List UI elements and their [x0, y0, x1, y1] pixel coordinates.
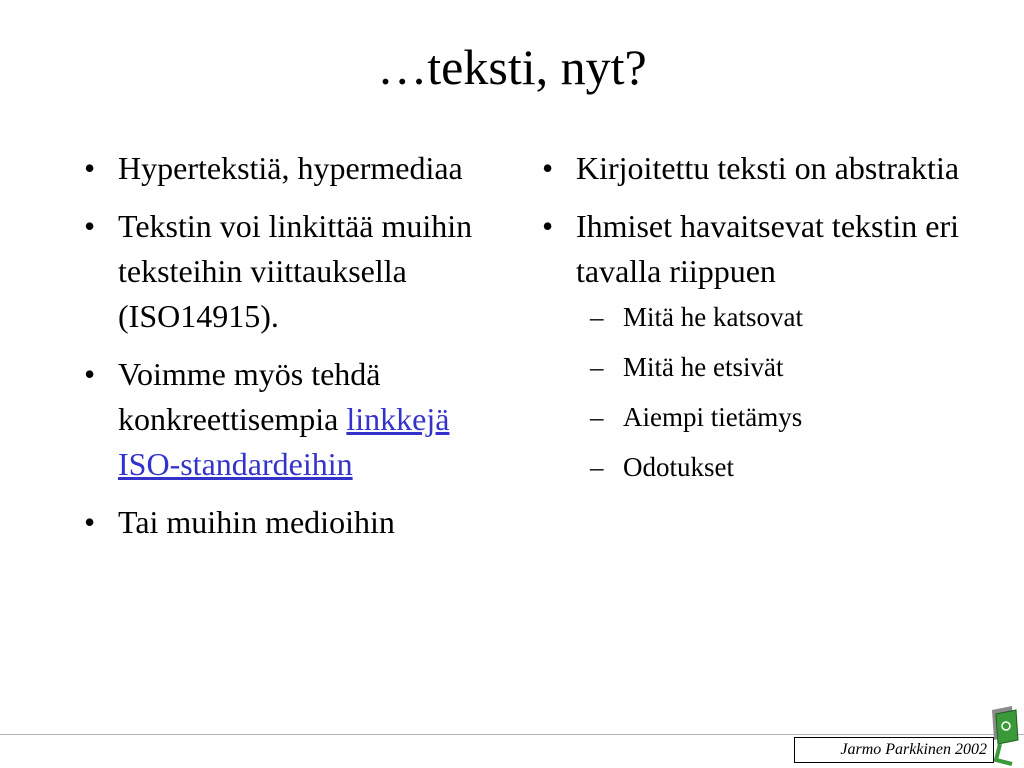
- bullet-icon: •: [542, 208, 554, 244]
- dash-icon: –: [590, 452, 604, 482]
- logo-tail: [996, 744, 1012, 764]
- dash-icon: –: [590, 402, 604, 432]
- bullet-icon: •: [84, 504, 96, 540]
- list-item: [540, 146, 980, 191]
- list-item: [82, 500, 492, 545]
- slide-title: …teksti, nyt?: [377, 39, 647, 95]
- right-column-list: [540, 146, 980, 499]
- footer-divider: [0, 734, 1024, 735]
- bullet-text: Tekstin voi linkittää muihin teksteihin viittauksella (ISO14915).: [118, 208, 473, 334]
- dash-icon: –: [590, 302, 604, 332]
- sub-item-text: Aiempi tietämys: [623, 402, 803, 432]
- list-item: [82, 204, 492, 339]
- bullet-icon: •: [84, 356, 96, 392]
- sub-list-item: [576, 348, 980, 386]
- list-item: [82, 352, 492, 487]
- logo-front-panel: [996, 710, 1018, 744]
- left-column-list: [82, 146, 492, 558]
- sub-item-text: Mitä he etsivät: [623, 352, 784, 382]
- bullet-text: Kirjoitettu teksti on abstraktia: [576, 150, 960, 186]
- author-footer: Jarmo Parkkinen 2002: [794, 737, 994, 763]
- list-item: [82, 146, 492, 191]
- bullet-icon: •: [542, 150, 554, 186]
- bullet-icon: •: [84, 208, 96, 244]
- sub-list-item: [576, 398, 980, 436]
- sub-item-text: Odotukset: [623, 452, 734, 482]
- bullet-icon: •: [84, 150, 96, 186]
- bullet-text: Ihmiset havaitsevat tekstin eri tavalla riippuen: [576, 208, 959, 289]
- list-item: [540, 204, 980, 486]
- sub-item-text: Mitä he katsovat: [623, 302, 803, 332]
- iso-standards-link[interactable]: linkkejä ISO-standardeihin: [118, 401, 450, 482]
- sub-list: [576, 298, 980, 486]
- bullet-text: Hypertekstiä, hypermediaa: [118, 150, 463, 186]
- sub-list-item: [576, 448, 980, 486]
- sub-list-item: [576, 298, 980, 336]
- bullet-text: Tai muihin medioihin: [118, 504, 395, 540]
- bullet-text: Voimme myös tehdä konkreettisempia: [118, 356, 381, 437]
- logo-icon: [986, 702, 1020, 766]
- dash-icon: –: [590, 352, 604, 382]
